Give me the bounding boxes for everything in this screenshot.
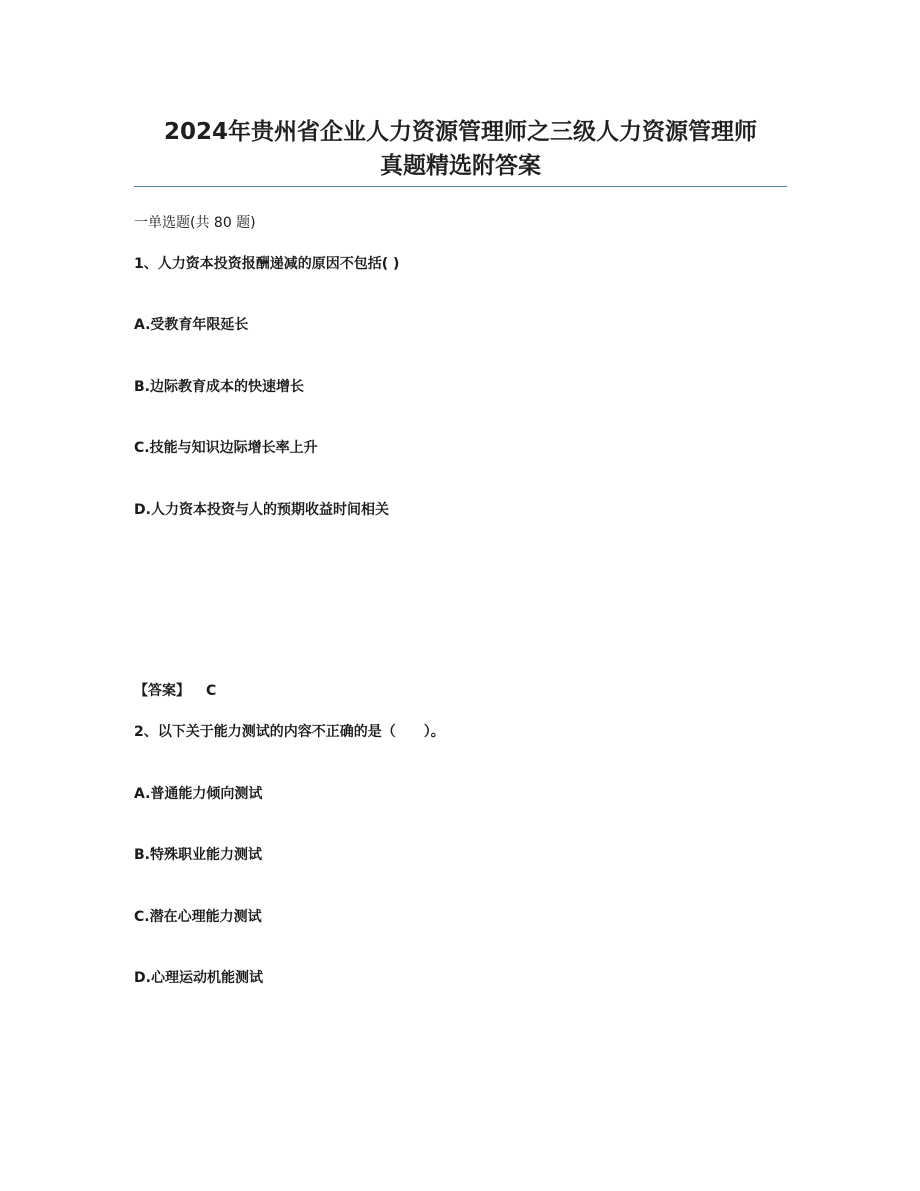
document-title-line-1: 2024年贵州省企业人力资源管理师之三级人力资源管理师	[163, 119, 757, 145]
question-1-option-a: A.受教育年限延长	[134, 317, 249, 333]
question-1-option-d: D.人力资本投资与人的预期收益时间相关	[134, 502, 389, 518]
answer-value: C	[206, 683, 217, 699]
section-label: 一单选题(共 80 题)	[134, 215, 256, 231]
answer-label: 【答案】	[134, 683, 190, 699]
question-1-option-c: C.技能与知识边际增长率上升	[134, 440, 318, 456]
question-2-option-b: B.特殊职业能力测试	[134, 847, 262, 863]
question-2-option-c: C.潜在心理能力测试	[134, 909, 262, 925]
title-divider	[134, 186, 787, 187]
question-2-stem: 2、以下关于能力测试的内容不正确的是（ ）。	[134, 724, 445, 740]
question-1-stem: 1、人力资本投资报酬递减的原因不包括( )	[134, 256, 400, 272]
question-2-option-d: D.心理运动机能测试	[134, 970, 263, 986]
question-1-answer	[134, 681, 216, 701]
question-1-option-b: B.边际教育成本的快速增长	[134, 379, 304, 395]
question-2-option-a: A.普通能力倾向测试	[134, 786, 263, 802]
document-title-line-2: 真题精选附答案	[380, 153, 541, 179]
